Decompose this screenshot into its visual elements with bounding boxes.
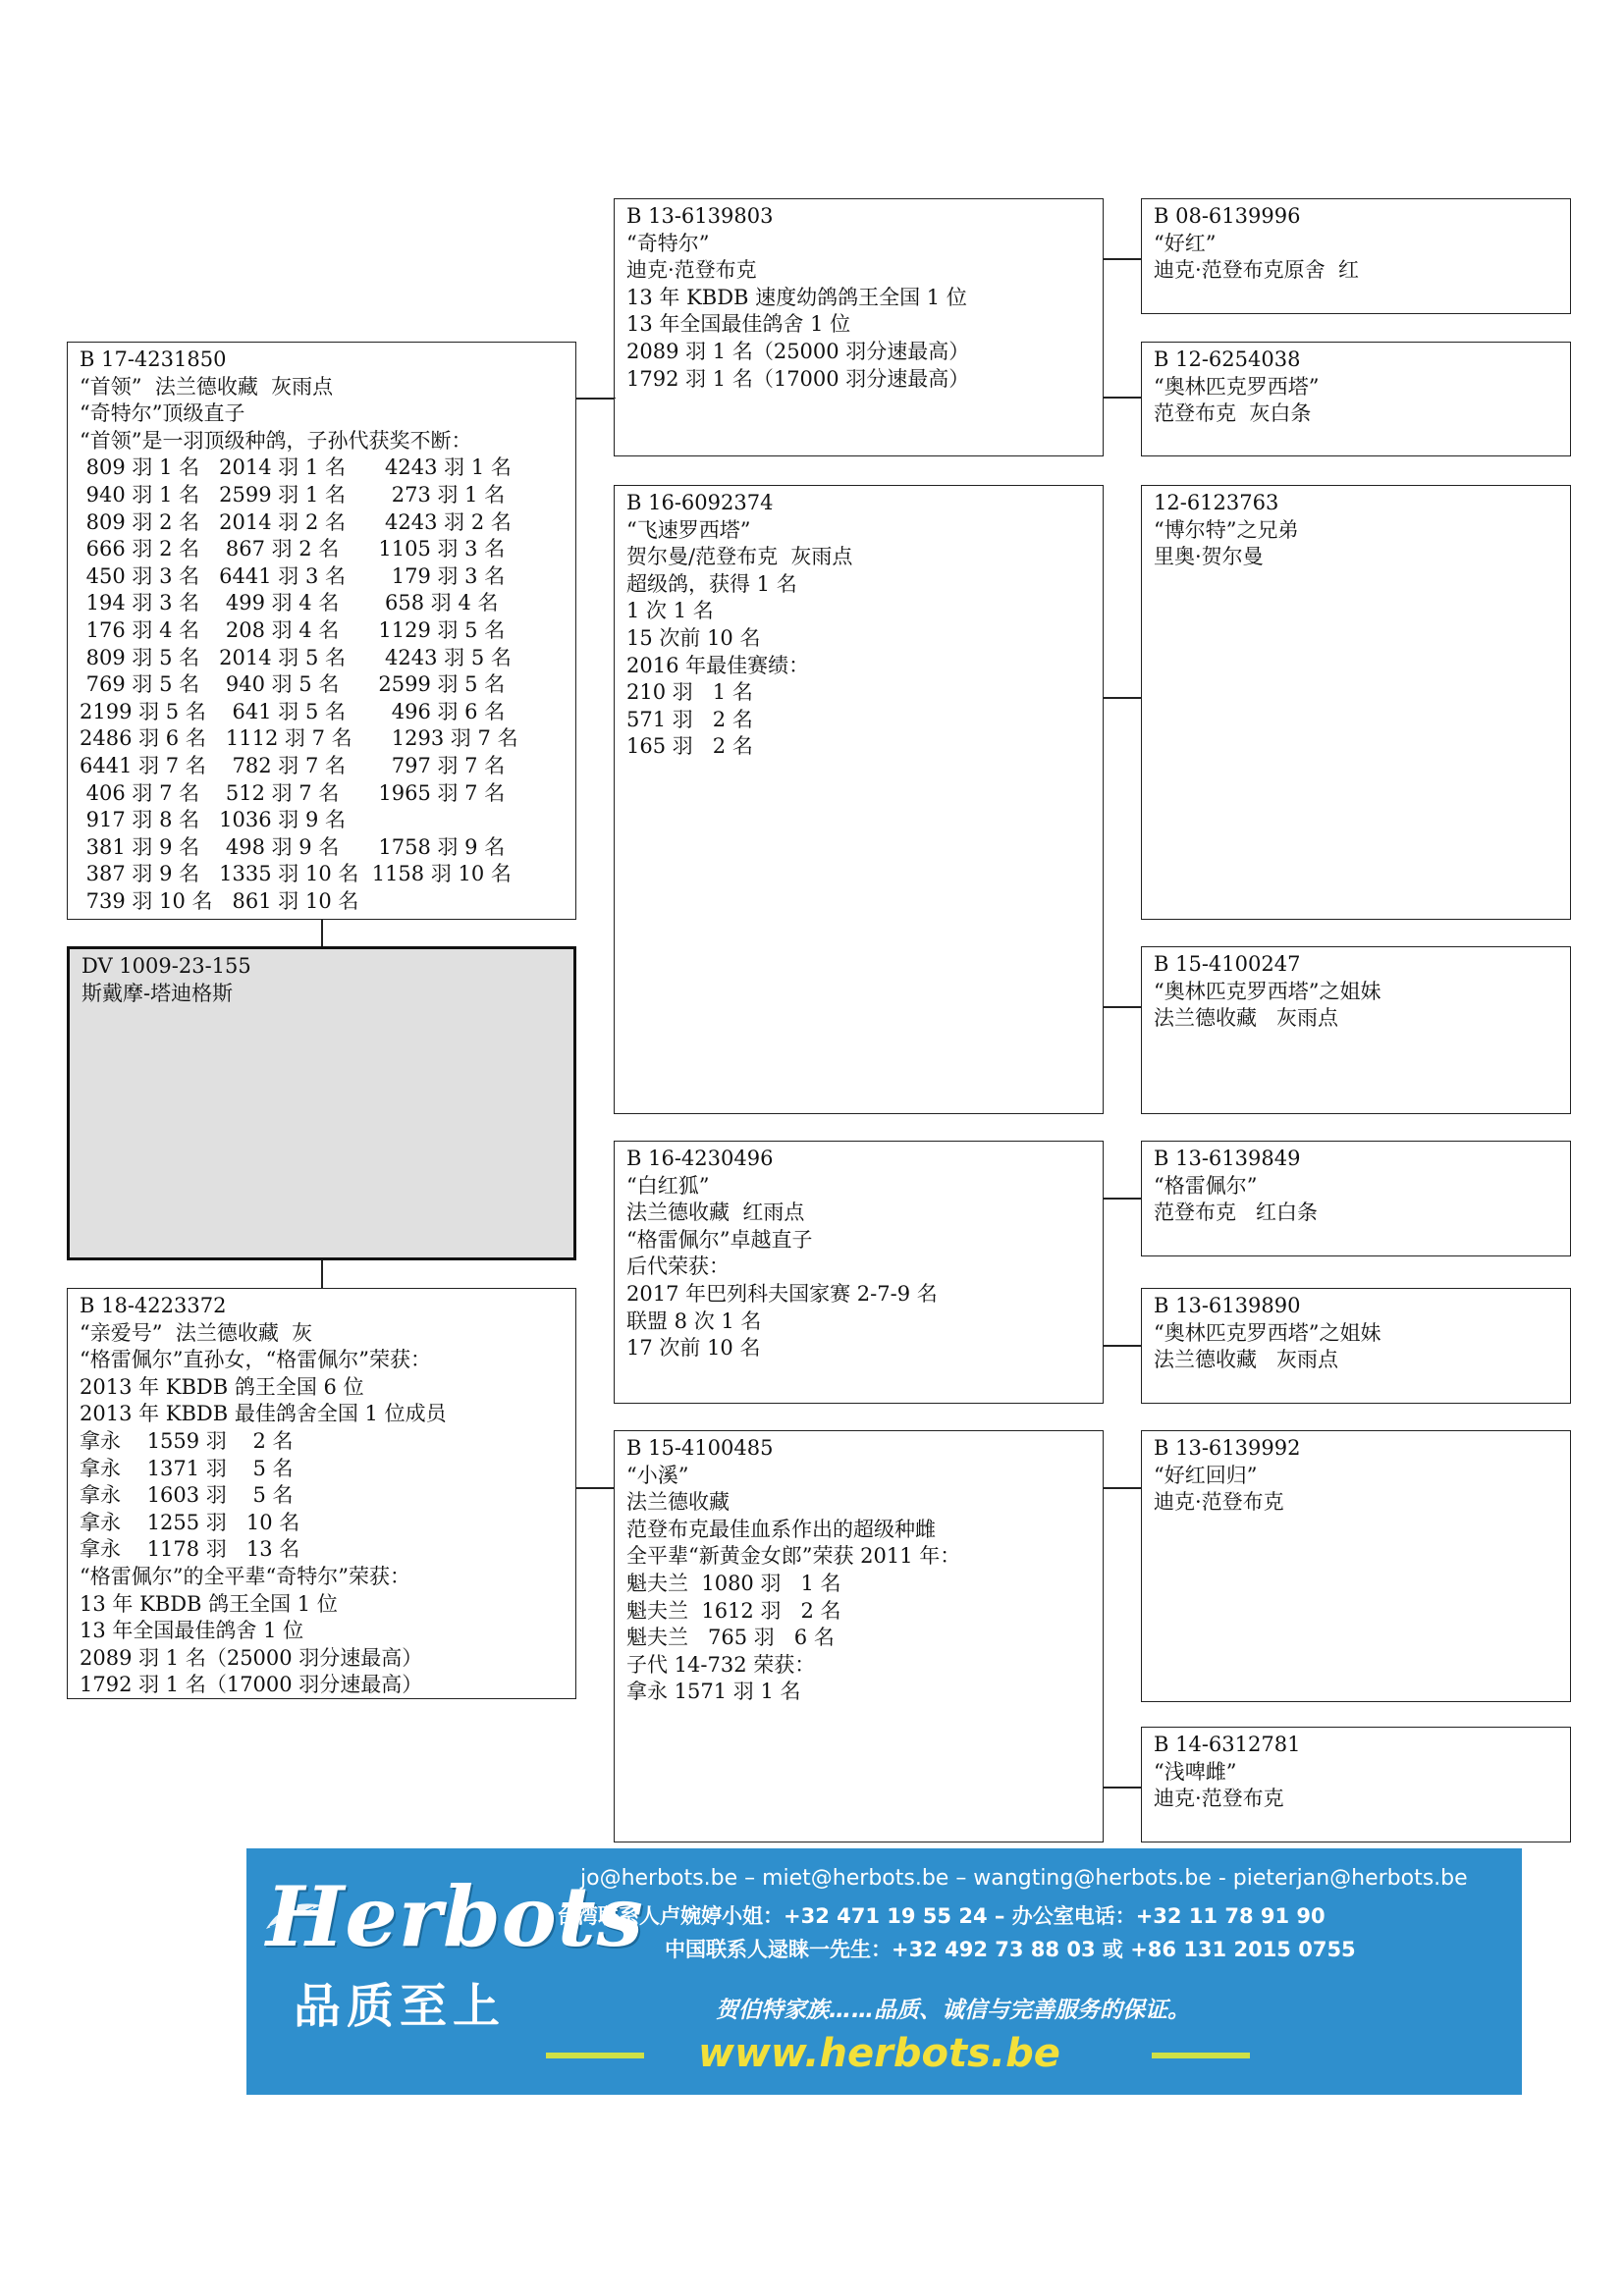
pedigree-line: 拿永 1559 羽 2 名 <box>80 1428 294 1453</box>
pedigree-line: 拿永 1178 羽 13 名 <box>80 1537 300 1562</box>
connector <box>576 1487 614 1489</box>
pedigree-line: 拿永 1371 羽 5 名 <box>80 1456 294 1480</box>
pedigree-line: “飞速罗西塔” <box>626 517 751 542</box>
connector <box>614 398 616 399</box>
pedigree-line: 2199 羽 5 名 641 羽 5 名 496 羽 6 名 <box>80 699 506 723</box>
pedigree-line: 769 羽 5 名 940 羽 5 名 2599 羽 5 名 <box>80 672 506 697</box>
pedigree-line: “好红回归” <box>1154 1463 1258 1487</box>
pedigree-line: 6441 羽 7 名 782 羽 7 名 797 羽 7 名 <box>80 753 506 777</box>
pedigree-line: 2017 年巴列科夫国家赛 2-7-9 名 <box>626 1281 938 1306</box>
pedigree-line: 法兰德收藏 灰雨点 <box>1154 1348 1339 1372</box>
pedigree-line: 809 羽 1 名 2014 羽 1 名 4243 羽 1 名 <box>80 455 512 480</box>
pedigree-line: 迪克·范登布克原舍 红 <box>1154 258 1360 283</box>
ring-number: B 15-4100485 <box>626 1436 774 1460</box>
connector <box>1104 697 1141 699</box>
pedigree-line: 魁夫兰 1612 羽 2 名 <box>626 1598 841 1623</box>
pedigree-line: “奇特尔” <box>626 231 710 255</box>
pedigree-line: 拿永 1603 羽 5 名 <box>80 1483 294 1508</box>
pedigree-line: 387 羽 9 名 1335 羽 10 名 1158 羽 10 名 <box>80 862 512 886</box>
pedigree-line: 魁夫兰 1080 羽 1 名 <box>626 1571 841 1595</box>
dam-dam-box <box>614 1430 1104 1842</box>
ring-number: B 16-6092374 <box>626 491 774 514</box>
sss-box <box>1141 198 1571 314</box>
pedigree-line: 739 羽 10 名 861 羽 10 名 <box>80 888 359 913</box>
connector <box>1104 1198 1141 1200</box>
sds-box <box>1141 485 1571 920</box>
pedigree-line: “白红狐” <box>626 1173 710 1198</box>
pedigree-line: 165 羽 2 名 <box>626 734 753 759</box>
connector <box>321 920 323 946</box>
pedigree-line: “格雷佩尔”直孙女，“格雷佩尔”荣获： <box>80 1348 431 1372</box>
ring-number: B 08-6139996 <box>1154 204 1301 228</box>
pedigree-line: “奇特尔”顶级直子 <box>80 401 245 426</box>
tagline: 贺伯特家族……品质、诚信与完善服务的保证。 <box>716 1998 1190 2023</box>
pedigree-line: 迪克·范登布克 <box>1154 1490 1284 1515</box>
ring-number: B 13-6139890 <box>1154 1294 1301 1317</box>
connector <box>1104 1345 1141 1347</box>
divider <box>1152 2053 1250 2058</box>
pedigree-line: “奥林匹克罗西塔” <box>1154 374 1320 399</box>
pedigree-line: 381 羽 9 名 498 羽 9 名 1758 羽 9 名 <box>80 834 506 859</box>
sire-dam-box <box>614 485 1104 1114</box>
pedigree-line: 迪克·范登布克 <box>1154 1787 1284 1811</box>
pedigree-line: “好红” <box>1154 231 1217 255</box>
pedigree-line: 法兰德收藏 <box>626 1490 730 1515</box>
connector <box>321 1260 323 1288</box>
pedigree-line: 魁夫兰 765 羽 6 名 <box>626 1626 835 1650</box>
ring-number: DV 1009-23-155 <box>81 954 251 978</box>
slogan: 品质至上 <box>294 1979 507 2034</box>
sire-sire-box <box>614 198 1104 456</box>
pedigree-line: 406 羽 7 名 512 羽 7 名 1965 羽 7 名 <box>80 780 506 805</box>
pedigree-line: 联盟 8 次 1 名 <box>626 1308 762 1333</box>
pedigree-line: 1 次 1 名 <box>626 599 714 623</box>
connector <box>1104 1787 1141 1789</box>
ddd-box <box>1141 1727 1571 1842</box>
pedigree-line: 2013 年 KBDB 鸽王全国 6 位 <box>80 1374 364 1399</box>
pedigree-line: 17 次前 10 名 <box>626 1336 761 1361</box>
dds-box <box>1141 1430 1571 1702</box>
ring-number: B 13-6139992 <box>1154 1436 1301 1460</box>
pedigree-line: 13 年全国最佳鸽舍 1 位 <box>80 1619 304 1643</box>
pedigree-line: 2089 羽 1 名（25000 羽分速最高） <box>626 339 970 363</box>
taiwan-contact: 台湾联系人卢婉婷小姐：+32 471 19 55 24 – 办公室电话：+32 11 78 91 90 <box>557 1904 1326 1928</box>
pedigree-line: “博尔特”之兄弟 <box>1154 517 1299 542</box>
pedigree-line: 范登布克 红白条 <box>1154 1201 1319 1225</box>
pedigree-line: 子代 14-732 荣获： <box>626 1652 816 1677</box>
pedigree-line: 法兰德收藏 灰雨点 <box>1154 1006 1339 1031</box>
subject-box <box>67 946 576 1260</box>
pedigree-line: “格雷佩尔”卓越直子 <box>626 1227 813 1252</box>
pedigree-line: “首领” 法兰德收藏 灰雨点 <box>80 374 334 399</box>
pedigree-line: 2089 羽 1 名（25000 羽分速最高） <box>80 1645 423 1670</box>
pedigree-line: “奥林匹克罗西塔”之姐妹 <box>1154 979 1381 1003</box>
dss-box <box>1141 1141 1571 1256</box>
sdd-box <box>1141 946 1571 1114</box>
connector <box>1104 397 1141 399</box>
pedigree-line: 13 年 KBDB 鸽王全国 1 位 <box>80 1591 338 1616</box>
dsd-box <box>1141 1288 1571 1404</box>
dam-sire-box <box>614 1141 1104 1404</box>
pedigree-line: “亲爱号” 法兰德收藏 灰 <box>80 1320 313 1345</box>
pedigree-line: 210 羽 1 名 <box>626 680 753 705</box>
email-list: jo@herbots.be – miet@herbots.be – wangting@herbots.be - pieterjan@herbots.be <box>580 1866 1468 1891</box>
ssd-box <box>1141 342 1571 456</box>
pedigree-line: “小溪” <box>626 1463 689 1487</box>
connector <box>1104 258 1141 260</box>
pedigree-line: “浅啤雌” <box>1154 1759 1237 1784</box>
sire-box <box>67 342 576 920</box>
ring-number: B 18-4223372 <box>80 1294 227 1317</box>
pedigree-line: 迪克·范登布克 <box>626 258 757 283</box>
ring-number: B 13-6139803 <box>626 204 774 228</box>
pedigree-line: 2013 年 KBDB 最佳鸽舍全国 1 位成员 <box>80 1402 447 1426</box>
pedigree-line: 范登布克 灰白条 <box>1154 401 1312 426</box>
pedigree-line: “格雷佩尔”的全平辈“奇特尔”荣获： <box>80 1564 410 1588</box>
pedigree-line: 1792 羽 1 名（17000 羽分速最高） <box>626 366 970 391</box>
pedigree-line: 后代荣获： <box>626 1255 730 1279</box>
pedigree-line: 666 羽 2 名 867 羽 2 名 1105 羽 3 名 <box>80 537 506 561</box>
website-link[interactable]: www.herbots.be <box>698 2031 1060 2076</box>
pedigree-line: 1792 羽 1 名（17000 羽分速最高） <box>80 1673 423 1697</box>
pedigree-line: 194 羽 3 名 499 羽 4 名 658 羽 4 名 <box>80 591 499 615</box>
pedigree-line: 拿永 1255 羽 10 名 <box>80 1510 300 1534</box>
pedigree-line: 法兰德收藏 红雨点 <box>626 1201 805 1225</box>
connector <box>576 398 614 400</box>
ring-number: B 15-4100247 <box>1154 952 1301 976</box>
pedigree-line: “首领”是一羽顶级种鸽，子孙代获奖不断： <box>80 428 472 453</box>
pedigree-line: 2016 年最佳赛绩： <box>626 653 810 677</box>
ring-number: 12-6123763 <box>1154 491 1279 514</box>
pedigree-line: 全平辈“新黄金女郎”荣获 2011 年： <box>626 1544 961 1569</box>
herbots-banner <box>246 1848 1522 2095</box>
divider <box>546 2053 644 2058</box>
pedigree-line: 176 羽 4 名 208 羽 4 名 1129 羽 5 名 <box>80 617 506 642</box>
pedigree-line: 13 年 KBDB 速度幼鸽鸽王全国 1 位 <box>626 285 967 309</box>
pedigree-line: 13 年全国最佳鸽舍 1 位 <box>626 312 851 337</box>
ring-number: B 16-4230496 <box>626 1147 774 1170</box>
ring-number: B 14-6312781 <box>1154 1733 1301 1756</box>
pedigree-line: “格雷佩尔” <box>1154 1173 1258 1198</box>
ring-number: B 12-6254038 <box>1154 347 1301 371</box>
pedigree-line: 拿永 1571 羽 1 名 <box>626 1680 801 1704</box>
pedigree-line: 超级鸽，获得 1 名 <box>626 571 797 596</box>
ring-number: B 13-6139849 <box>1154 1147 1301 1170</box>
connector <box>1104 1006 1141 1008</box>
herbots-logo: Herbots <box>266 1868 644 1965</box>
pedigree-line: 里奥·贺尔曼 <box>1154 545 1264 569</box>
pedigree-line: 450 羽 3 名 6441 羽 3 名 179 羽 3 名 <box>80 563 506 588</box>
china-contact: 中国联系人逯睐一先生：+32 492 73 88 03 或 +86 131 2015 0755 <box>665 1938 1356 1961</box>
pedigree-line: 15 次前 10 名 <box>626 625 761 650</box>
dam-box <box>67 1288 576 1699</box>
pedigree-line: 571 羽 2 名 <box>626 707 753 731</box>
pedigree-line: 斯戴摩-塔迪格斯 <box>81 981 234 1005</box>
pedigree-line: 2486 羽 6 名 1112 羽 7 名 1293 羽 7 名 <box>80 726 518 751</box>
pedigree-line: 917 羽 8 名 1036 羽 9 名 <box>80 808 347 832</box>
pedigree-line: 贺尔曼/范登布克 灰雨点 <box>626 545 853 569</box>
pedigree-line: 809 羽 5 名 2014 羽 5 名 4243 羽 5 名 <box>80 645 512 669</box>
ring-number: B 17-4231850 <box>80 347 227 371</box>
pedigree-line: 809 羽 2 名 2014 羽 2 名 4243 羽 2 名 <box>80 509 512 534</box>
connector <box>1104 1487 1141 1489</box>
pedigree-line: 940 羽 1 名 2599 羽 1 名 273 羽 1 名 <box>80 482 506 507</box>
pedigree-line: 范登布克最佳血系作出的超级种雌 <box>626 1517 936 1541</box>
pedigree-line: “奥林匹克罗西塔”之姐妹 <box>1154 1320 1381 1345</box>
